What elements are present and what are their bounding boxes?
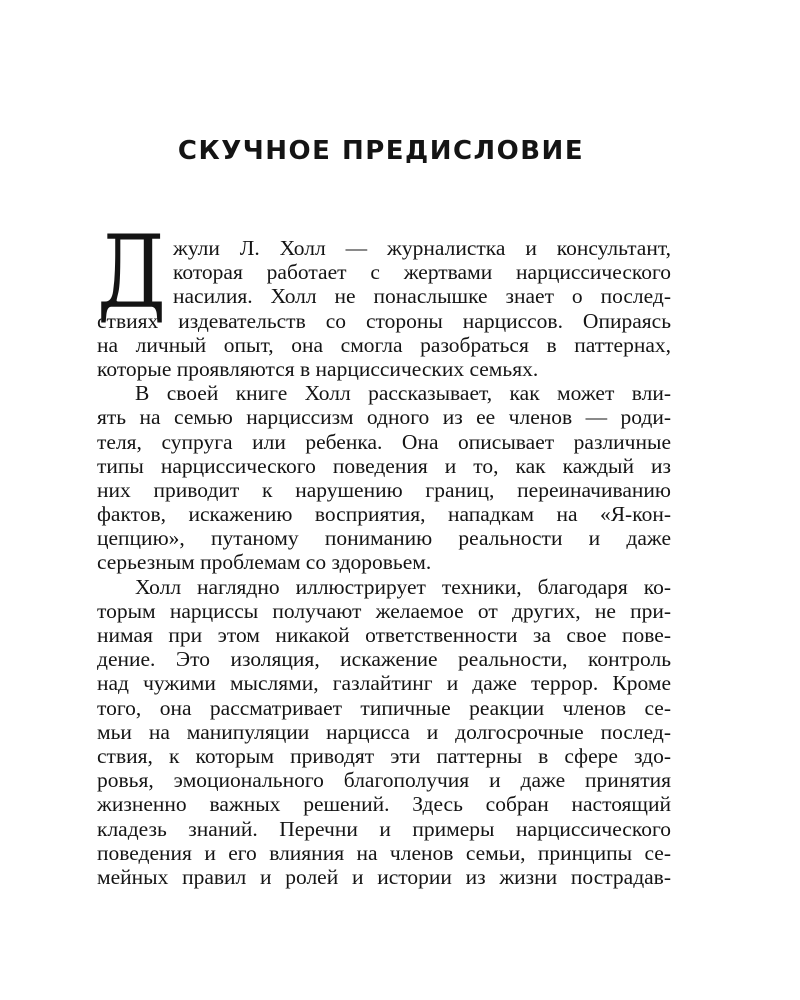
text-line: ровья, эмоционального благополучия и даже принятия	[97, 768, 671, 793]
text-line: жули Л. Холл — журналистка и консультант,	[173, 236, 671, 260]
text-line: мейных правил и ролей и истории из жизни пострадав-	[97, 864, 671, 889]
text-line: на личный опыт, она смогла разобраться в паттернах,	[97, 332, 671, 357]
text-line: В своей книге Холл рассказывает, как может вли-	[135, 381, 671, 406]
text-line: поведения и его влияния на членов семьи, принципы се-	[97, 840, 671, 865]
body-text	[97, 214, 671, 889]
text-line: которые проявляются в нарциссических семьях.	[97, 356, 539, 381]
text-line: типы нарциссического поведения и то, как каждый из	[97, 453, 671, 478]
text-line: ствия, к которым приводят эти паттерны в сфере здо-	[97, 743, 671, 768]
drop-cap: Д	[97, 214, 167, 331]
text-line: жизненно важных решений. Здесь собран настоящий	[97, 792, 671, 817]
text-line: которая работает с жертвами нарциссического	[173, 260, 671, 285]
text-line: ствиях издевательств со стороны нарциссов. Опираясь	[97, 308, 671, 333]
text-line: нимая при этом никакой ответственности за свое пове-	[97, 623, 671, 647]
text-line: теля, супруга или ребенка. Она описывает различные	[97, 429, 671, 454]
text-line: торым нарциссы получают желаемое от других, не при-	[97, 598, 671, 623]
chapter-title: СКУЧНОЕ ПРЕДИСЛОВИЕ	[177, 136, 585, 166]
text-line: Холл наглядно иллюстрирует техники, благодаря ко-	[135, 574, 671, 599]
text-line: серьезным проблемам со здоровьем.	[97, 550, 432, 575]
text-line: дение. Это изоляция, искажение реальности, контроль	[97, 647, 671, 672]
text-line: того, она рассматривает типичные реакции членов се-	[97, 695, 671, 720]
text-line: мьи на манипуляции нарцисса и долгосрочные послед-	[97, 719, 671, 744]
text-line: цепцию», путаному пониманию реальности и даже	[97, 526, 671, 551]
text-line: них приводит к нарушению границ, переиначиванию	[97, 477, 671, 502]
text-line: фактов, искажению восприятия, нападкам на «Я-кон-	[97, 502, 671, 527]
text-line: кладезь знаний. Перечни и примеры нарциссического	[97, 816, 671, 841]
text-line: насилия. Холл не понаслышке знает о послед-	[173, 284, 671, 309]
text-line: ять на семью нарциссизм одного из ее членов — роди-	[97, 405, 671, 430]
text-line: над чужими мыслями, газлайтинг и даже террор. Кроме	[97, 671, 671, 696]
